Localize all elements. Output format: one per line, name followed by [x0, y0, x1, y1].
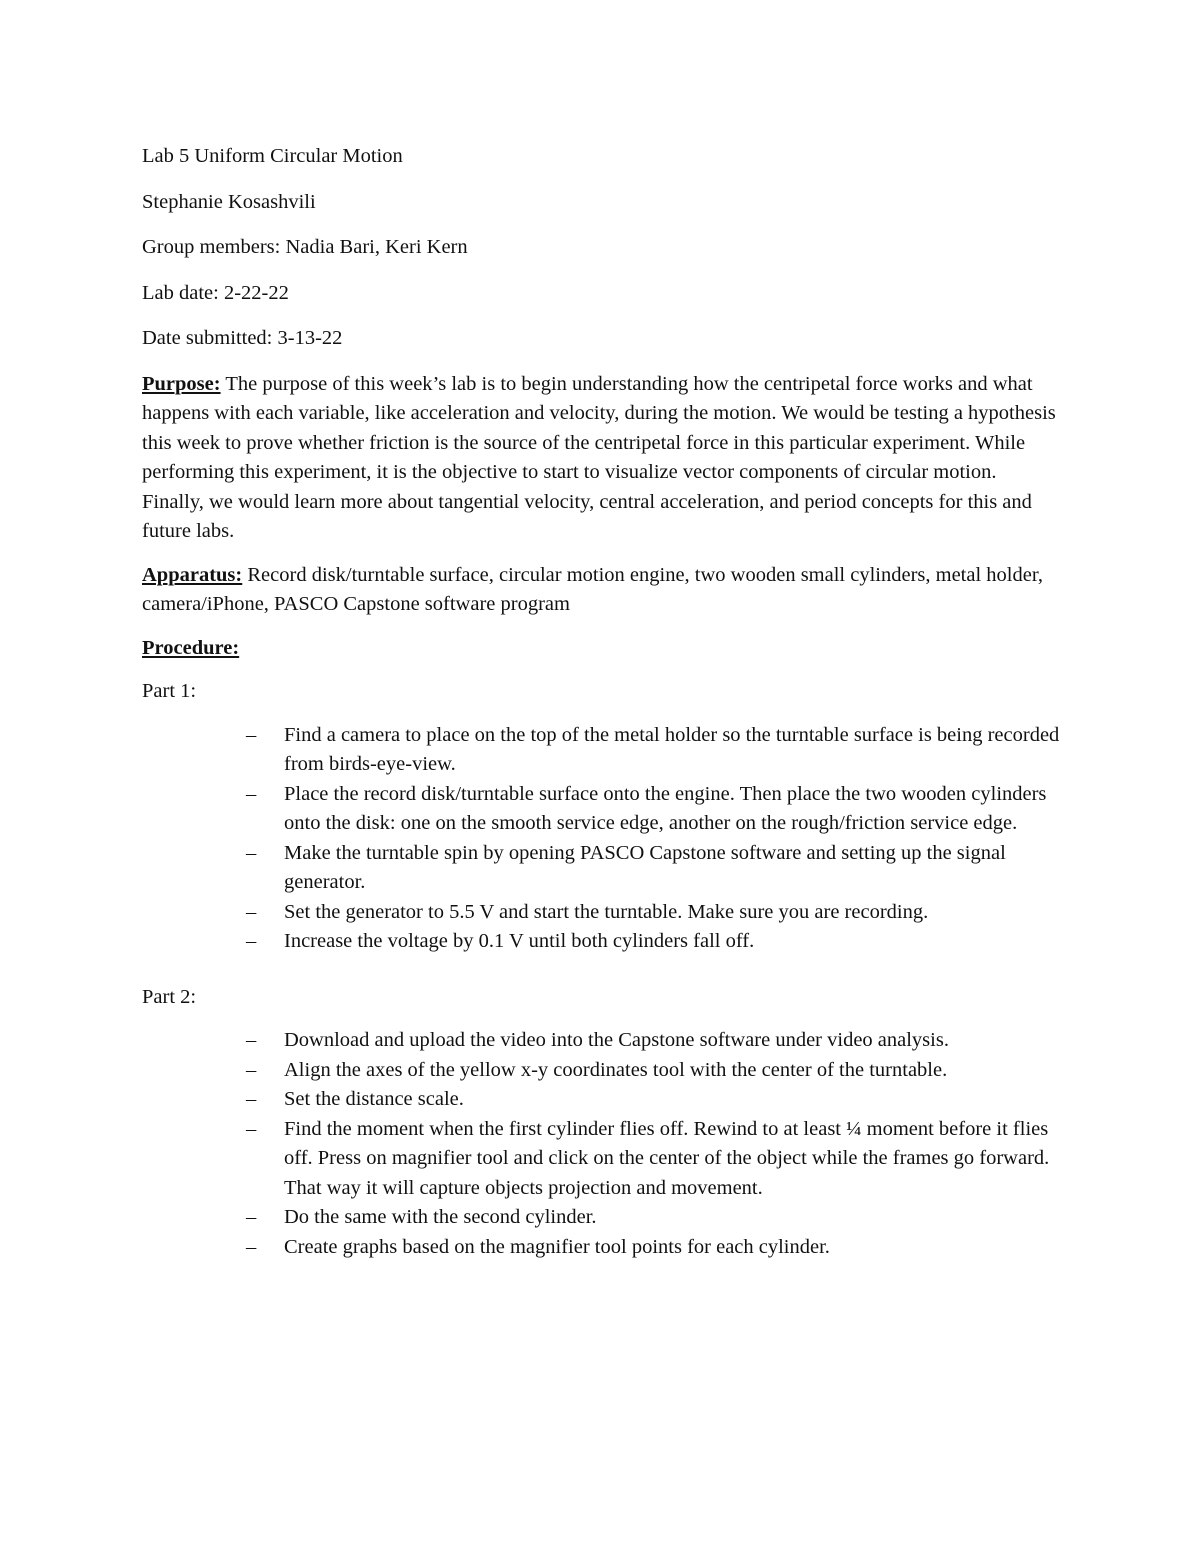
step-item: [246, 1115, 1060, 1204]
dash-bullet: –: [246, 782, 257, 805]
step-item: [246, 1233, 1060, 1263]
step-text: Download and upload the video into the Capstone software under video analysis.: [284, 1029, 949, 1051]
purpose-label: Purpose:: [142, 372, 221, 395]
apparatus-text: Record disk/turntable surface, circular motion engine, two wooden small cylinders, metal holder, camera/iPhone, PASCO Capstone software program: [142, 563, 1043, 615]
step-text: Make the turntable spin by opening PASCO Capstone software and setting up the signal generator.: [284, 841, 1006, 893]
procedure-label: Procedure:: [142, 636, 240, 659]
dash-bullet: –: [246, 1088, 257, 1110]
step-text: Set the distance scale.: [284, 1088, 464, 1110]
dash-bullet: –: [246, 1117, 257, 1140]
part-1-label: Part 1:: [142, 680, 197, 702]
author-name: Stephanie Kosashvili: [142, 190, 316, 213]
step-item: [246, 898, 1060, 928]
step-item: [246, 1026, 1060, 1056]
dash-bullet: –: [246, 841, 257, 864]
dash-bullet: –: [246, 1206, 257, 1228]
dash-bullet: –: [246, 1058, 257, 1081]
part-1-steps: [142, 721, 1060, 957]
apparatus-label: Apparatus:: [142, 563, 243, 586]
step-text: Create graphs based on the magnifier tool points for each cylinder.: [284, 1235, 830, 1258]
apparatus-paragraph: [142, 561, 1060, 620]
dash-bullet: –: [246, 900, 257, 923]
lab-date: Lab date: 2-22-22: [142, 281, 289, 304]
step-item: [246, 927, 1060, 957]
purpose-text: The purpose of this week’s lab is to begin understanding how the centripetal force works and what happens with each variable, like acceleration and velocity, during the motion. We would be testing a hypothesis this week to prove whether friction is the source of the centripetal force in this particular experiment. While performing this experiment, it is the objective to start to visualize vector components of circular motion. Finally, we would learn more about tangential velocity, central acceleration, and period concepts for this and future labs.: [142, 372, 1056, 542]
step-item: [246, 1085, 1060, 1115]
group-members: Group members: Nadia Bari, Keri Kern: [142, 236, 468, 258]
dash-bullet: –: [246, 723, 257, 746]
dash-bullet: –: [246, 930, 257, 952]
step-text: Find the moment when the first cylinder flies off. Rewind to at least ¼ moment before it flies off. Press on magnifier tool and click on the center of the object while the frames go forward. That way it will capture objects projection and movement.: [284, 1117, 1050, 1199]
lab-title: Lab 5 Uniform Circular Motion: [142, 145, 403, 167]
dash-bullet: –: [246, 1029, 257, 1051]
step-text: Increase the voltage by 0.1 V until both cylinders fall off.: [284, 930, 755, 952]
step-text: Place the record disk/turntable surface onto the engine. Then place the two wooden cylinders onto the disk: one on the smooth service edge, another on the rough/friction service edge.: [284, 782, 1047, 834]
step-item: [246, 839, 1060, 898]
purpose-paragraph: [142, 370, 1060, 547]
step-item: [246, 780, 1060, 839]
step-item: [246, 1056, 1060, 1086]
part-2-label: Part 2:: [142, 985, 197, 1008]
step-text: Do the same with the second cylinder.: [284, 1206, 597, 1228]
step-text: Align the axes of the yellow x-y coordinates tool with the center of the turntable.: [284, 1058, 948, 1081]
step-item: [246, 1203, 1060, 1233]
dash-bullet: –: [246, 1235, 257, 1258]
step-text: Find a camera to place on the top of the metal holder so the turntable surface is being recorded from birds-eye-view.: [284, 723, 1060, 775]
date-submitted: Date submitted: 3-13-22: [142, 327, 343, 349]
procedure-heading: [142, 634, 1060, 664]
step-text: Set the generator to 5.5 V and start the turntable. Make sure you are recording.: [284, 900, 929, 923]
part-2-steps: [142, 1026, 1060, 1262]
step-item: [246, 721, 1060, 780]
